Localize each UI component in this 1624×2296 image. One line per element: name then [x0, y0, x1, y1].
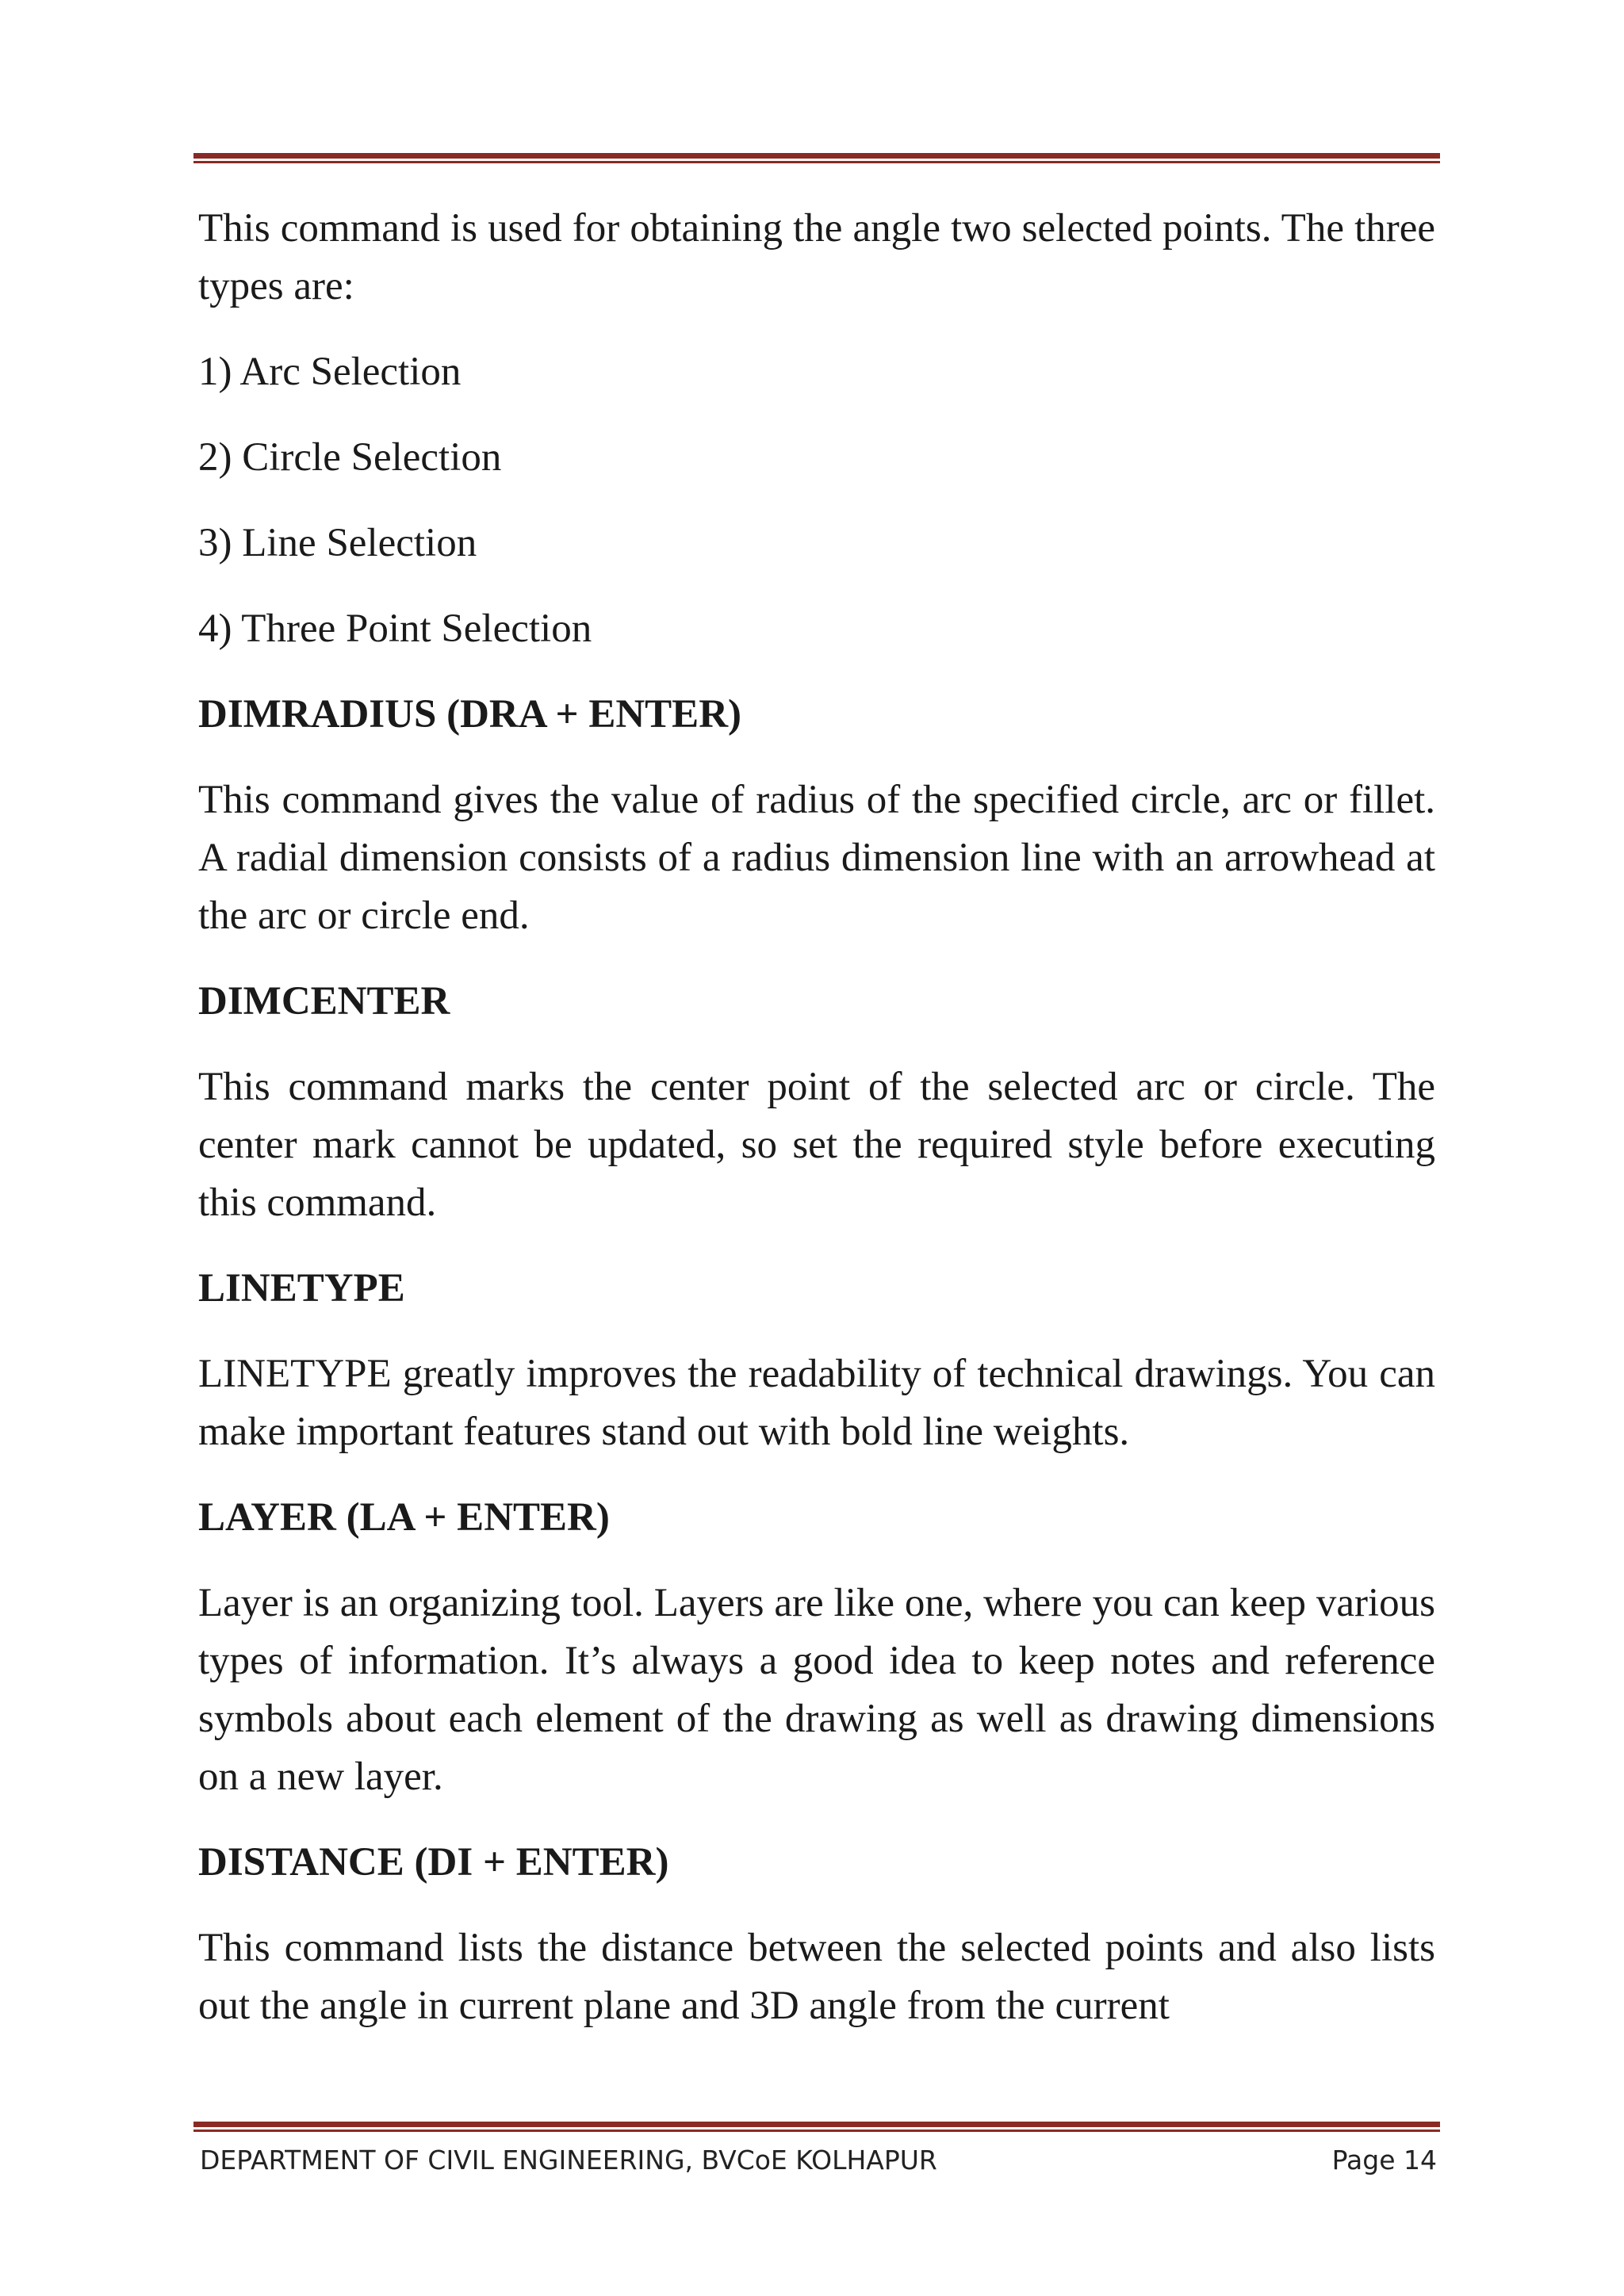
- list-item: 4) Three Point Selection: [198, 607, 592, 651]
- section-heading-distance: DISTANCE (DI + ENTER): [198, 1840, 669, 1885]
- page-content: [198, 200, 1435, 2063]
- section-body-distance: This command lists the distance between the selected points and also lists out the angle in current plane and 3D angle from the current: [198, 1926, 1435, 2028]
- section-body-layer: Layer is an organizing tool. Layers are like one, where you can keep various types of information. It’s always a good idea to keep notes and reference symbols about each element of the drawing as well as drawing dimensions on a new layer.: [198, 1581, 1435, 1799]
- list-item: 3) Line Selection: [198, 521, 477, 565]
- section-heading-dimcenter: DIMCENTER: [198, 979, 450, 1024]
- header-rule: [193, 153, 1440, 163]
- section-body-linetype: LINETYPE greatly improves the readability of technical drawings. You can make important features stand out with bold line weights.: [198, 1352, 1435, 1454]
- intro-paragraph: This command is used for obtaining the angle two selected points. The three types are:: [198, 206, 1435, 308]
- list-item: 2) Circle Selection: [198, 435, 502, 480]
- section-body-dimradius: This command gives the value of radius of the specified circle, arc or fillet. A radial dimension consists of a radius dimension line with an arrowhead at the arc or circle end.: [198, 778, 1435, 938]
- section-heading-linetype: LINETYPE: [198, 1266, 405, 1311]
- footer-rule: [193, 2122, 1440, 2132]
- list-item: 1) Arc Selection: [198, 350, 462, 394]
- page-number: Page 14: [1331, 2145, 1437, 2175]
- section-body-dimcenter: This command marks the center point of the selected arc or circle. The center mark cannot be updated, so set the required style before executing this command.: [198, 1065, 1435, 1225]
- section-heading-layer: LAYER (LA + ENTER): [198, 1495, 610, 1540]
- footer-department: DEPARTMENT OF CIVIL ENGINEERING, BVCoE KOLHAPUR: [200, 2145, 937, 2175]
- section-heading-dimradius: DIMRADIUS (DRA + ENTER): [198, 692, 742, 737]
